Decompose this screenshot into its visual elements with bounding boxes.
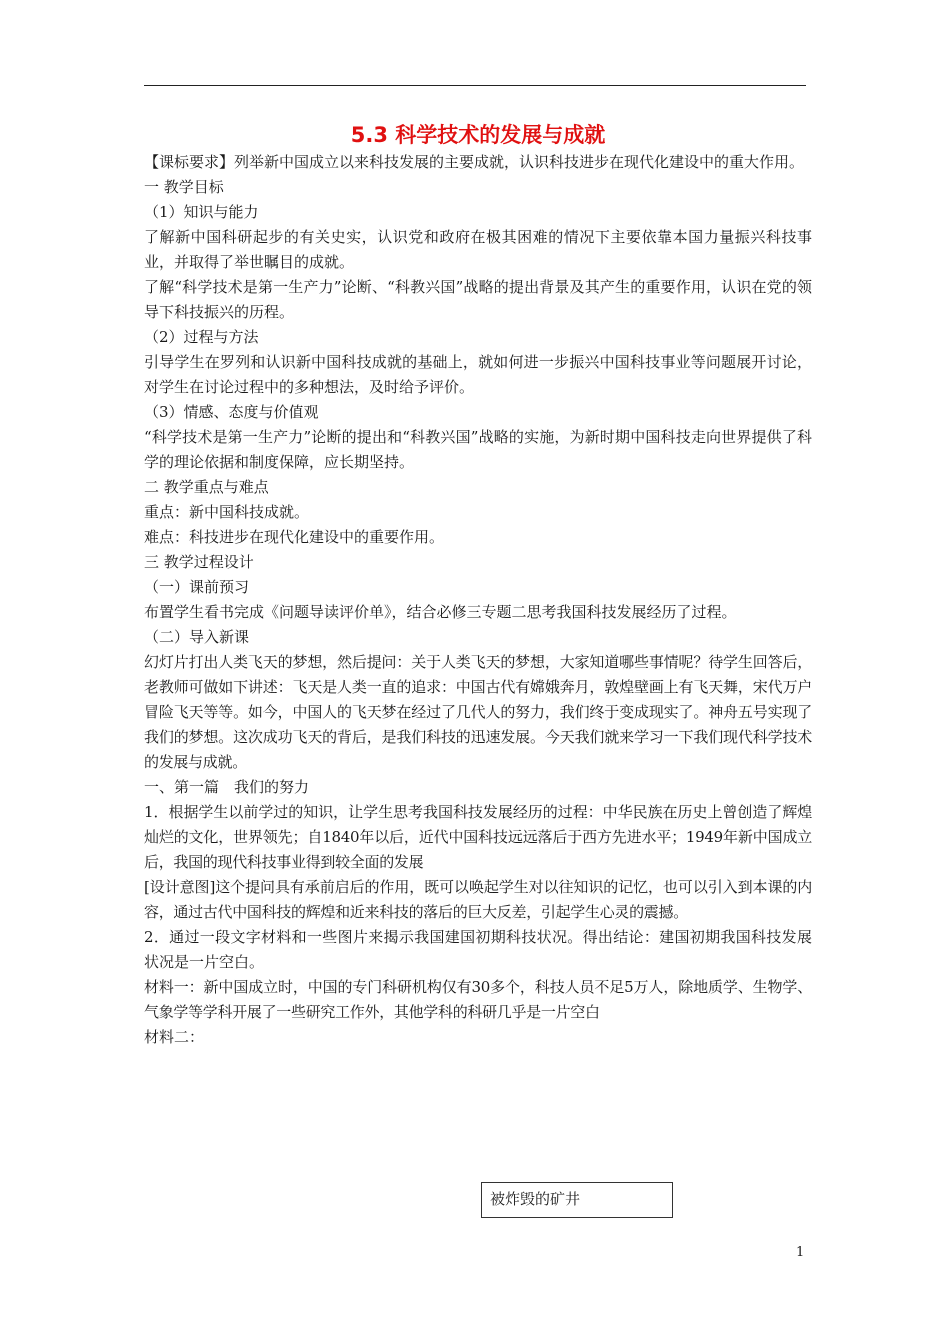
paragraph: 幻灯片打出人类飞天的梦想，然后提问：关于人类飞天的梦想，大家知道哪些事情呢？待学生回答后，老教师可做如下讲述：飞天是人类一直的追求：中国古代有嫦娥奔月，敦煌壁画上有飞天舞，宋代万户冒险飞天等等。如今，中国人的飞天梦在经过了几代人的努力，我们终于变成现实了。神舟五号实现了我们的梦想。这次成功飞天的背后，是我们科技的迅速发展。今天我们就来学习一下我们现代科学技术的发展与成就。: [144, 653, 812, 771]
material-one: 材料一：新中国成立时，中国的专门科研机构仅有30多个，科技人员不足5万人，除地质学、生物学、气象学等学科开展了一些研究工作外，其他学科的科研几乎是一片空白: [144, 978, 812, 1021]
page-title: 5.3 科学技术的发展与成就: [350, 123, 606, 147]
header-rule: [144, 85, 806, 86]
paragraph: 了解“科学技术是第一生产力”论断、“科教兴国”战略的提出背景及其产生的重要作用，认识在党的领导下科技振兴的历程。: [144, 278, 812, 321]
difficult-point: 难点：科技进步在现代化建设中的重要作用。: [144, 528, 445, 546]
document-body: [144, 120, 812, 1050]
curriculum-requirement: 【课标要求】列举新中国成立以来科技发展的主要成就，认识科技进步在现代化建设中的重大作用。: [144, 153, 805, 171]
subsection-heading: （1）知识与能力: [144, 203, 259, 221]
paragraph: 布置学生看书完成《问题导读评价单》，结合必修三专题二思考我国科技发展经历了过程。: [144, 603, 737, 621]
key-point: 重点：新中国科技成就。: [144, 503, 310, 521]
subsection-heading: （2）过程与方法: [144, 328, 259, 346]
page-number: 1: [796, 1245, 805, 1260]
image-caption-box: 被炸毁的矿井: [481, 1182, 673, 1218]
section-heading: 二 教学重点与难点: [144, 478, 269, 496]
subsection-heading: （一）课前预习: [144, 578, 250, 596]
paragraph: 2．通过一段文字材料和一些图片来揭示我国建国初期科技状况。得出结论：建国初期我国科技发展状况是一片空白。: [144, 928, 812, 971]
subsection-heading: （3）情感、态度与价值观: [144, 403, 319, 421]
section-heading: 一、第一篇 我们的努力: [144, 778, 310, 796]
section-heading: 一 教学目标: [144, 178, 224, 196]
paragraph: “科学技术是第一生产力”论断的提出和“科教兴国”战略的实施，为新时期中国科技走向世界提供了科学的理论依据和制度保障，应长期坚持。: [144, 428, 812, 471]
subsection-heading: （二）导入新课: [144, 628, 250, 646]
design-intent: [设计意图]这个提问具有承前启后的作用，既可以唤起学生对以往知识的记忆，也可以引入到本课的内容，通过古代中国科技的辉煌和近来科技的落后的巨大反差，引起学生心灵的震撼。: [144, 878, 812, 921]
section-heading: 三 教学过程设计: [144, 553, 254, 571]
paragraph: 引导学生在罗列和认识新中国科技成就的基础上，就如何进一步振兴中国科技事业等问题展开讨论，对学生在讨论过程中的多种想法，及时给予评价。: [144, 353, 812, 396]
material-two: 材料二：: [144, 1028, 205, 1046]
paragraph: 了解新中国科研起步的有关史实，认识党和政府在极其困难的情况下主要依靠本国力量振兴科技事业，并取得了举世瞩目的成就。: [144, 228, 812, 271]
paragraph: 1．根据学生以前学过的知识，让学生思考我国科技发展经历的过程：中华民族在历史上曾创造了辉煌灿烂的文化，世界领先；自1840年以后，近代中国科技远远落后于西方先进水平；1949年新中国成立后，我国的现代科技事业得到较全面的发展: [144, 803, 812, 871]
